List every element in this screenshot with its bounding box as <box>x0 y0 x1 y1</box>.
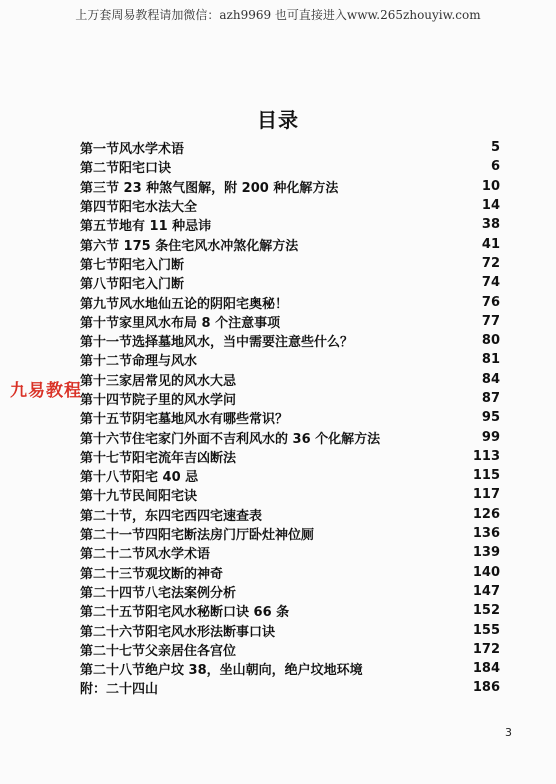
watermark-text: 九易教程 <box>10 381 82 401</box>
toc-entry-title: 第四节阳宅水法大全 <box>80 200 198 216</box>
toc-entry-page: 77 <box>481 313 500 329</box>
toc-entry[interactable] <box>80 427 500 446</box>
page-number: 3 <box>505 726 512 739</box>
toc-entry-page: 6 <box>490 159 500 175</box>
toc-entry[interactable] <box>80 312 500 331</box>
toc-entry-page: 139 <box>472 545 500 561</box>
toc-entry[interactable] <box>80 524 500 543</box>
toc-entry[interactable] <box>80 408 500 427</box>
toc-entry-title: 第二十三节观坟断的神奇 <box>80 566 224 582</box>
toc-entry[interactable] <box>80 157 500 176</box>
toc-entry[interactable] <box>80 505 500 524</box>
toc-entry-title: 第三节 23 种煞气图解，附 200 种化解方法 <box>80 180 339 196</box>
toc-entry[interactable] <box>80 466 500 485</box>
toc-entry-page: 5 <box>490 140 500 156</box>
toc-entry-title: 第十节家里风水布局 8 个注意事项 <box>80 315 281 331</box>
toc-entry[interactable] <box>80 254 500 273</box>
table-of-contents <box>80 138 500 698</box>
toc-entry-title: 第九节风水地仙五论的阴阳宅奥秘！ <box>80 296 289 312</box>
toc-entry[interactable] <box>80 543 500 562</box>
toc-entry-title: 第十二节命理与风水 <box>80 354 198 370</box>
toc-entry-page: 72 <box>481 255 500 271</box>
toc-entry-page: 113 <box>472 448 500 464</box>
toc-entry[interactable] <box>80 234 500 253</box>
toc-entry[interactable] <box>80 601 500 620</box>
toc-entry-title: 第二十七节父亲居住各宫位 <box>80 643 237 659</box>
toc-entry-page: 81 <box>481 352 500 368</box>
toc-entry[interactable] <box>80 138 500 157</box>
toc-entry-title: 第一节风水学术语 <box>80 142 185 158</box>
toc-entry-page: 76 <box>481 294 500 310</box>
toc-entry[interactable] <box>80 292 500 311</box>
toc-entry-page: 84 <box>481 371 500 387</box>
toc-entry-page: 117 <box>472 487 500 503</box>
toc-entry-title: 第十九节民间阳宅诀 <box>80 489 198 505</box>
toc-entry-title: 第二节阳宅口诀 <box>80 161 172 177</box>
toc-entry-title: 第十五节阴宅墓地风水有哪些常识？ <box>80 412 289 428</box>
toc-entry[interactable] <box>80 196 500 215</box>
page-title: 目录 <box>257 108 299 132</box>
toc-entry-page: 172 <box>472 641 500 657</box>
toc-entry[interactable] <box>80 350 500 369</box>
toc-entry-page: 10 <box>481 178 500 194</box>
toc-entry-title: 第二十四节八宅法案例分析 <box>80 585 237 601</box>
toc-entry[interactable] <box>80 370 500 389</box>
toc-entry-page: 115 <box>472 468 500 484</box>
toc-entry-page: 126 <box>472 506 500 522</box>
toc-entry[interactable] <box>80 177 500 196</box>
toc-entry[interactable] <box>80 620 500 639</box>
toc-entry[interactable] <box>80 447 500 466</box>
toc-entry[interactable] <box>80 389 500 408</box>
toc-entry-page: 80 <box>481 333 500 349</box>
toc-entry-title: 第六节 175 条住宅风水冲煞化解方法 <box>80 238 299 254</box>
toc-entry-title: 第二十六节阳宅风水形法断事口诀 <box>80 624 276 640</box>
toc-entry-page: 186 <box>472 680 500 696</box>
toc-entry[interactable] <box>80 678 500 697</box>
toc-entry-page: 95 <box>481 410 500 426</box>
toc-entry[interactable] <box>80 659 500 678</box>
toc-entry-page: 87 <box>481 391 500 406</box>
toc-entry-title: 第二十一节四阳宅断法房门厅卧灶神位厕 <box>80 528 315 544</box>
toc-entry-title: 第五节地有 11 种忌讳 <box>80 219 212 235</box>
toc-entry-page: 74 <box>481 275 500 291</box>
toc-entry-title: 第七节阳宅入门断 <box>80 257 185 273</box>
toc-entry-page: 99 <box>481 429 500 445</box>
toc-entry-title: 第十四节院子里的风水学问 <box>80 393 237 408</box>
toc-entry[interactable] <box>80 582 500 601</box>
toc-entry[interactable] <box>80 273 500 292</box>
toc-entry[interactable] <box>80 215 500 234</box>
toc-entry-page: 136 <box>472 526 500 542</box>
toc-entry-title: 附：二十四山 <box>80 682 159 698</box>
toc-entry-page: 14 <box>481 198 500 214</box>
header-banner: 上万套周易教程请加微信：azh9969 也可直接进入www.265zhouyiw.com <box>75 8 481 22</box>
toc-entry-page: 41 <box>481 236 500 252</box>
toc-entry-title: 第二十五节阳宅风水秘断口诀 66 条 <box>80 605 290 621</box>
toc-entry-page: 152 <box>472 603 500 619</box>
toc-entry-page: 38 <box>481 217 500 233</box>
toc-entry-title: 第二十节，东四宅西四宅速查表 <box>80 508 263 524</box>
toc-entry-title: 第二十八节绝户坟 38，坐山朝向，绝户坟地环境 <box>80 663 363 679</box>
toc-entry-title: 第十六节住宅家门外面不吉利风水的 36 个化解方法 <box>80 431 381 447</box>
toc-entry-title: 第十三家居常见的风水大忌 <box>80 373 237 389</box>
toc-entry-title: 第八节阳宅入门断 <box>80 277 185 293</box>
toc-entry[interactable] <box>80 640 500 659</box>
toc-entry-page: 140 <box>472 564 500 580</box>
toc-entry-title: 第十七节阳宅流年吉凶断法 <box>80 450 237 466</box>
toc-entry-page: 155 <box>472 622 500 638</box>
toc-entry-page: 184 <box>472 661 500 677</box>
toc-entry[interactable] <box>80 485 500 504</box>
toc-entry[interactable] <box>80 563 500 582</box>
toc-entry[interactable] <box>80 331 500 350</box>
toc-entry-page: 147 <box>472 583 500 599</box>
toc-entry-title: 第二十二节风水学术语 <box>80 547 211 563</box>
toc-entry-title: 第十一节选择墓地风水，当中需要注意些什么？ <box>80 335 354 351</box>
toc-entry-title: 第十八节阳宅 40 忌 <box>80 470 199 486</box>
